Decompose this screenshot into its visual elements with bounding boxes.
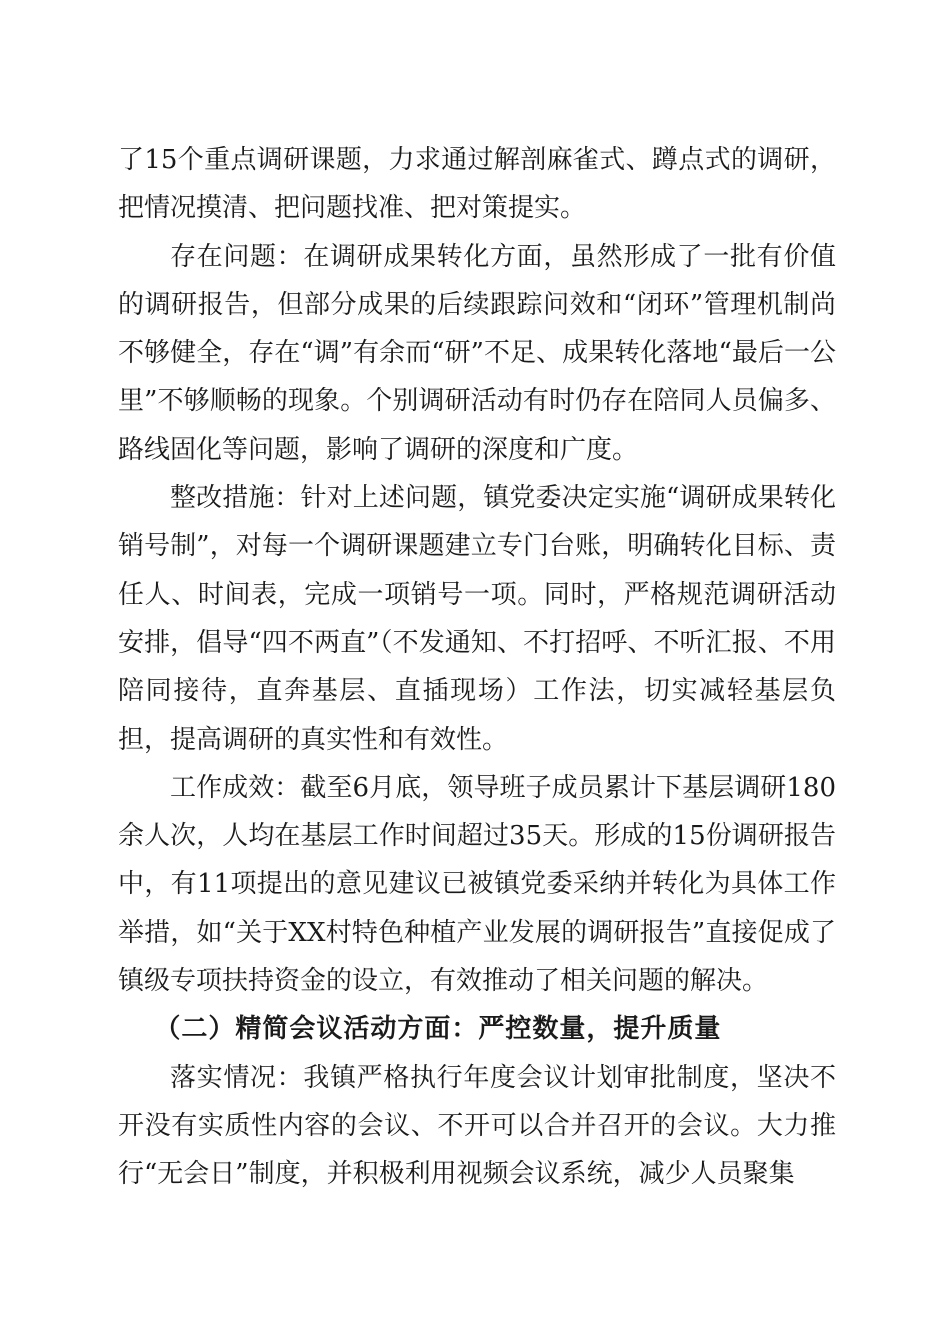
section-heading: （二）精简会议活动方面：严控数量，提升质量: [154, 1014, 722, 1045]
document-body: [118, 136, 836, 1199]
paragraph-implementation: 落实情况：我镇严格执行年度会议计划审批制度，坚决不开没有实质性内容的会议、不开可以合并召开的会议。大力推行“无会日”制度，并积极利用视频会议系统，减少人员聚集: [118, 1062, 836, 1190]
paragraph-rectification-measures: 整改措施：针对上述问题，镇党委决定实施“调研成果转化销号制”，对每一个调研课题建立专门台账，明确转化目标、责任人、时间表，完成一项销号一项。同时，严格规范调研活动安排，倡导“四不两直”（不发通知、不打招呼、不听汇报、不用陪同接待，直奔基层、直插现场）工作法，切实减轻基层负担，提高调研的真实性和有效性。: [118, 483, 836, 755]
paragraph-work-results: 工作成效：截至6月底，领导班子成员累计下基层调研180余人次，人均在基层工作时间超过35天。形成的15份调研报告中，有11项提出的意见建议已被镇党委采纳并转化为具体工作举措，如“关于XX村特色种植产业发展的调研报告”直接促成了镇级专项扶持资金的设立，有效推动了相关问题的解决。: [118, 772, 836, 997]
paragraph-continuation: 了15个重点调研课题，力求通过解剖麻雀式、蹲点式的调研，把情况摸清、把问题找准、把对策提实。: [118, 145, 836, 224]
paragraph-existing-problems: 存在问题：在调研成果转化方面，虽然形成了一批有价值的调研报告，但部分成果的后续跟踪问效和“闭环”管理机制尚不够健全，存在“调”有余而“研”不足、成果转化落地“最后一公里”不够顺畅的现象。个别调研活动有时仍存在陪同人员偏多、路线固化等问题，影响了调研的深度和广度。: [118, 241, 836, 465]
